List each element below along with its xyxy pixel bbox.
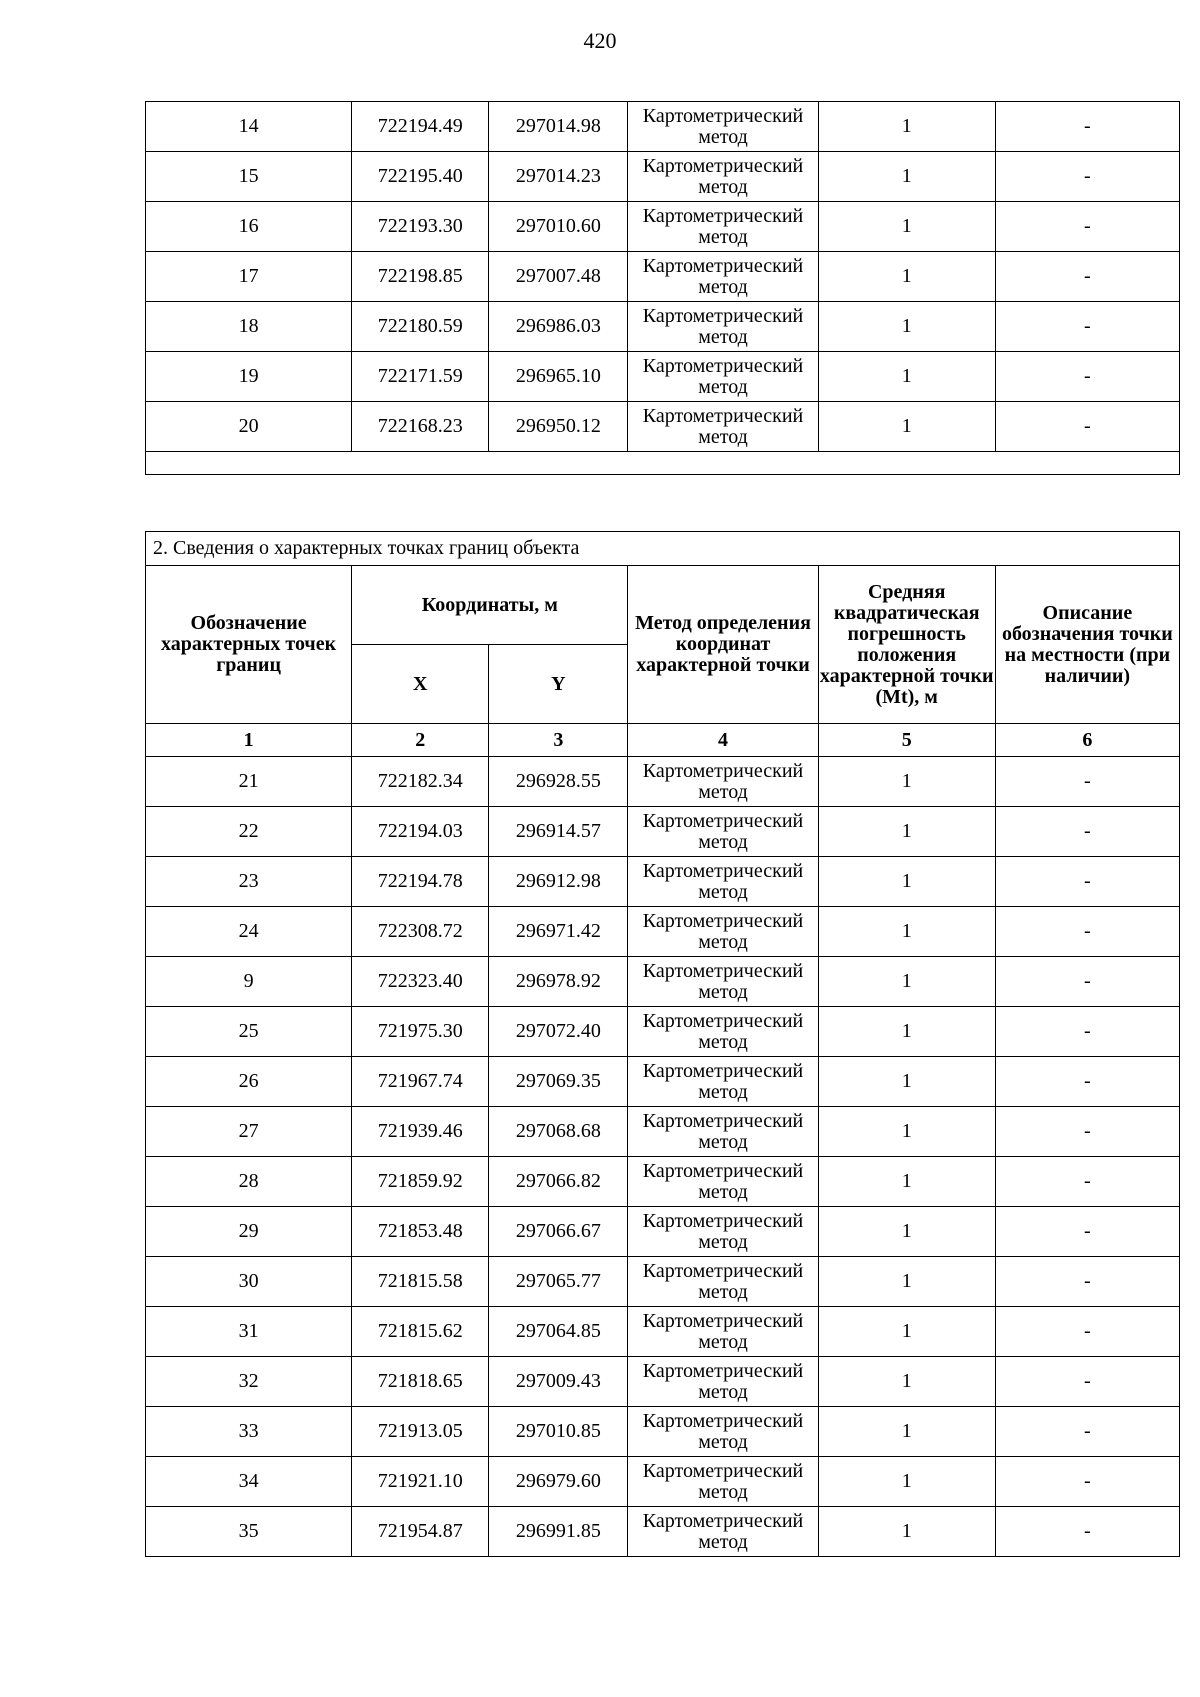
description-cell: -: [995, 807, 1179, 857]
table-row: [146, 1357, 1180, 1407]
mean-error-cell: 1: [818, 302, 995, 352]
description-cell: -: [995, 1207, 1179, 1257]
column-number: 4: [628, 724, 818, 757]
y-coordinate-cell: 296979.60: [489, 1457, 628, 1507]
method-cell: Картометрический метод: [628, 352, 818, 402]
table1-empty-row: [146, 452, 1180, 475]
column-number: 1: [146, 724, 352, 757]
x-coordinate-cell: 721939.46: [352, 1107, 489, 1157]
table-row: [146, 1057, 1180, 1107]
x-coordinate-cell: 721954.87: [352, 1507, 489, 1557]
y-coordinate-cell: 296986.03: [489, 302, 628, 352]
x-coordinate-cell: 722194.78: [352, 857, 489, 907]
mean-error-cell: 1: [818, 1357, 995, 1407]
mean-error-cell: 1: [818, 907, 995, 957]
description-cell: -: [995, 757, 1179, 807]
table-row: [146, 757, 1180, 807]
y-coordinate-cell: 296965.10: [489, 352, 628, 402]
x-coordinate-cell: 722195.40: [352, 152, 489, 202]
mean-error-cell: 1: [818, 402, 995, 452]
mean-error-cell: 1: [818, 1457, 995, 1507]
table-row: [146, 252, 1180, 302]
table-row: [146, 1407, 1180, 1457]
table-row: [146, 102, 1180, 152]
mean-error-cell: 1: [818, 757, 995, 807]
page-number: 420: [583, 28, 617, 53]
point-number-cell: 15: [146, 152, 352, 202]
header-description: Описание обозначения точки на местности (при наличии): [995, 566, 1179, 724]
description-cell: -: [995, 352, 1179, 402]
table-row: [146, 1107, 1180, 1157]
table-row: [146, 1457, 1180, 1507]
point-number-cell: 21: [146, 757, 352, 807]
header-y: Y: [489, 645, 628, 724]
table-row: [146, 1207, 1180, 1257]
header-coordinates: Координаты, м: [352, 566, 628, 645]
description-cell: -: [995, 1057, 1179, 1107]
header-method: Метод определения координат характерной точки: [628, 566, 818, 724]
point-number-cell: 26: [146, 1057, 352, 1107]
table-row: [146, 1307, 1180, 1357]
description-cell: -: [995, 402, 1179, 452]
table1-body: [146, 102, 1180, 452]
x-coordinate-cell: 722171.59: [352, 352, 489, 402]
boundary-points-table: [145, 531, 1180, 1557]
description-cell: -: [995, 857, 1179, 907]
y-coordinate-cell: 296928.55: [489, 757, 628, 807]
mean-error-cell: 1: [818, 1507, 995, 1557]
point-number-cell: 32: [146, 1357, 352, 1407]
description-cell: -: [995, 1357, 1179, 1407]
y-coordinate-cell: 297009.43: [489, 1357, 628, 1407]
table-row: [146, 402, 1180, 452]
point-number-cell: 9: [146, 957, 352, 1007]
y-coordinate-cell: 296914.57: [489, 807, 628, 857]
column-number: 6: [995, 724, 1179, 757]
description-cell: -: [995, 152, 1179, 202]
table-row: [146, 1507, 1180, 1557]
point-number-cell: 23: [146, 857, 352, 907]
method-cell: Картометрический метод: [628, 1057, 818, 1107]
point-number-cell: 25: [146, 1007, 352, 1057]
y-coordinate-cell: 297066.67: [489, 1207, 628, 1257]
mean-error-cell: 1: [818, 152, 995, 202]
section-title-row: [146, 532, 1180, 566]
header-x: X: [352, 645, 489, 724]
mean-error-cell: 1: [818, 352, 995, 402]
method-cell: Картометрический метод: [628, 857, 818, 907]
mean-error-cell: 1: [818, 807, 995, 857]
method-cell: Картометрический метод: [628, 907, 818, 957]
description-cell: -: [995, 1007, 1179, 1057]
method-cell: Картометрический метод: [628, 1107, 818, 1157]
point-number-cell: 24: [146, 907, 352, 957]
x-coordinate-cell: 721967.74: [352, 1057, 489, 1107]
description-cell: -: [995, 302, 1179, 352]
mean-error-cell: 1: [818, 252, 995, 302]
mean-error-cell: 1: [818, 1107, 995, 1157]
point-number-cell: 33: [146, 1407, 352, 1457]
x-coordinate-cell: 722194.49: [352, 102, 489, 152]
x-coordinate-cell: 722194.03: [352, 807, 489, 857]
y-coordinate-cell: 297069.35: [489, 1057, 628, 1107]
method-cell: Картометрический метод: [628, 1207, 818, 1257]
mean-error-cell: 1: [818, 1407, 995, 1457]
method-cell: Картометрический метод: [628, 402, 818, 452]
point-number-cell: 29: [146, 1207, 352, 1257]
mean-error-cell: 1: [818, 1307, 995, 1357]
x-coordinate-cell: 722308.72: [352, 907, 489, 957]
y-coordinate-cell: 297064.85: [489, 1307, 628, 1357]
x-coordinate-cell: 721815.58: [352, 1257, 489, 1307]
point-number-cell: 27: [146, 1107, 352, 1157]
method-cell: Картометрический метод: [628, 1157, 818, 1207]
mean-error-cell: 1: [818, 957, 995, 1007]
description-cell: -: [995, 957, 1179, 1007]
x-coordinate-cell: 722198.85: [352, 252, 489, 302]
point-number-cell: 17: [146, 252, 352, 302]
x-coordinate-cell: 721975.30: [352, 1007, 489, 1057]
description-cell: -: [995, 1157, 1179, 1207]
x-coordinate-cell: 721853.48: [352, 1207, 489, 1257]
table2-body: [146, 757, 1180, 1557]
method-cell: Картометрический метод: [628, 1357, 818, 1407]
method-cell: Картометрический метод: [628, 1407, 818, 1457]
y-coordinate-cell: 297014.98: [489, 102, 628, 152]
table-row: [146, 857, 1180, 907]
y-coordinate-cell: 297010.85: [489, 1407, 628, 1457]
description-cell: -: [995, 252, 1179, 302]
table-row: [146, 1007, 1180, 1057]
point-number-cell: 14: [146, 102, 352, 152]
y-coordinate-cell: 297068.68: [489, 1107, 628, 1157]
y-coordinate-cell: 296978.92: [489, 957, 628, 1007]
method-cell: Картометрический метод: [628, 807, 818, 857]
mean-error-cell: 1: [818, 202, 995, 252]
x-coordinate-cell: 722193.30: [352, 202, 489, 252]
mean-error-cell: 1: [818, 1157, 995, 1207]
description-cell: -: [995, 202, 1179, 252]
mean-error-cell: 1: [818, 1057, 995, 1107]
mean-error-cell: 1: [818, 1007, 995, 1057]
mean-error-cell: 1: [818, 102, 995, 152]
description-cell: -: [995, 102, 1179, 152]
table-row: [146, 907, 1180, 957]
x-coordinate-cell: 722182.34: [352, 757, 489, 807]
table-row: [146, 1157, 1180, 1207]
description-cell: -: [995, 1107, 1179, 1157]
point-number-cell: 34: [146, 1457, 352, 1507]
column-number: 5: [818, 724, 995, 757]
point-number-cell: 19: [146, 352, 352, 402]
y-coordinate-cell: 296991.85: [489, 1507, 628, 1557]
y-coordinate-cell: 296950.12: [489, 402, 628, 452]
y-coordinate-cell: 297072.40: [489, 1007, 628, 1057]
y-coordinate-cell: 297007.48: [489, 252, 628, 302]
column-number: 3: [489, 724, 628, 757]
method-cell: Картометрический метод: [628, 757, 818, 807]
x-coordinate-cell: 722168.23: [352, 402, 489, 452]
x-coordinate-cell: 722180.59: [352, 302, 489, 352]
x-coordinate-cell: 721913.05: [352, 1407, 489, 1457]
method-cell: Картометрический метод: [628, 957, 818, 1007]
point-number-cell: 20: [146, 402, 352, 452]
table-row: [146, 302, 1180, 352]
header-mean-error: Средняя квадратическая погрешность положения характерной точки (Mt), м: [818, 566, 995, 724]
x-coordinate-cell: 721859.92: [352, 1157, 489, 1207]
description-cell: -: [995, 907, 1179, 957]
column-numbers-row: [146, 724, 1180, 757]
mean-error-cell: 1: [818, 1257, 995, 1307]
point-number-cell: 35: [146, 1507, 352, 1557]
point-number-cell: 16: [146, 202, 352, 252]
y-coordinate-cell: 296912.98: [489, 857, 628, 907]
table-row: [146, 352, 1180, 402]
description-cell: -: [995, 1457, 1179, 1507]
method-cell: Картометрический метод: [628, 302, 818, 352]
column-number: 2: [352, 724, 489, 757]
point-number-cell: 31: [146, 1307, 352, 1357]
header-row: [146, 566, 1180, 645]
method-cell: Картометрический метод: [628, 1507, 818, 1557]
y-coordinate-cell: 296971.42: [489, 907, 628, 957]
y-coordinate-cell: 297014.23: [489, 152, 628, 202]
point-number-cell: 18: [146, 302, 352, 352]
method-cell: Картометрический метод: [628, 1307, 818, 1357]
x-coordinate-cell: 721921.10: [352, 1457, 489, 1507]
points-table-continued: [145, 101, 1180, 475]
description-cell: -: [995, 1257, 1179, 1307]
method-cell: Картометрический метод: [628, 1457, 818, 1507]
description-cell: -: [995, 1307, 1179, 1357]
method-cell: Картометрический метод: [628, 152, 818, 202]
method-cell: Картометрический метод: [628, 252, 818, 302]
section-title: 2. Сведения о характерных точках границ объекта: [146, 532, 1180, 566]
method-cell: Картометрический метод: [628, 102, 818, 152]
x-coordinate-cell: 721815.62: [352, 1307, 489, 1357]
table-row: [146, 957, 1180, 1007]
y-coordinate-cell: 297066.82: [489, 1157, 628, 1207]
description-cell: -: [995, 1407, 1179, 1457]
method-cell: Картометрический метод: [628, 1007, 818, 1057]
method-cell: Картометрический метод: [628, 202, 818, 252]
x-coordinate-cell: 721818.65: [352, 1357, 489, 1407]
mean-error-cell: 1: [818, 1207, 995, 1257]
mean-error-cell: 1: [818, 857, 995, 907]
header-point-designation: Обозначение характерных точек границ: [146, 566, 352, 724]
x-coordinate-cell: 722323.40: [352, 957, 489, 1007]
point-number-cell: 30: [146, 1257, 352, 1307]
y-coordinate-cell: 297065.77: [489, 1257, 628, 1307]
method-cell: Картометрический метод: [628, 1257, 818, 1307]
point-number-cell: 22: [146, 807, 352, 857]
table-row: [146, 807, 1180, 857]
point-number-cell: 28: [146, 1157, 352, 1207]
table-row: [146, 152, 1180, 202]
table-row: [146, 1257, 1180, 1307]
table-row: [146, 202, 1180, 252]
description-cell: -: [995, 1507, 1179, 1557]
y-coordinate-cell: 297010.60: [489, 202, 628, 252]
